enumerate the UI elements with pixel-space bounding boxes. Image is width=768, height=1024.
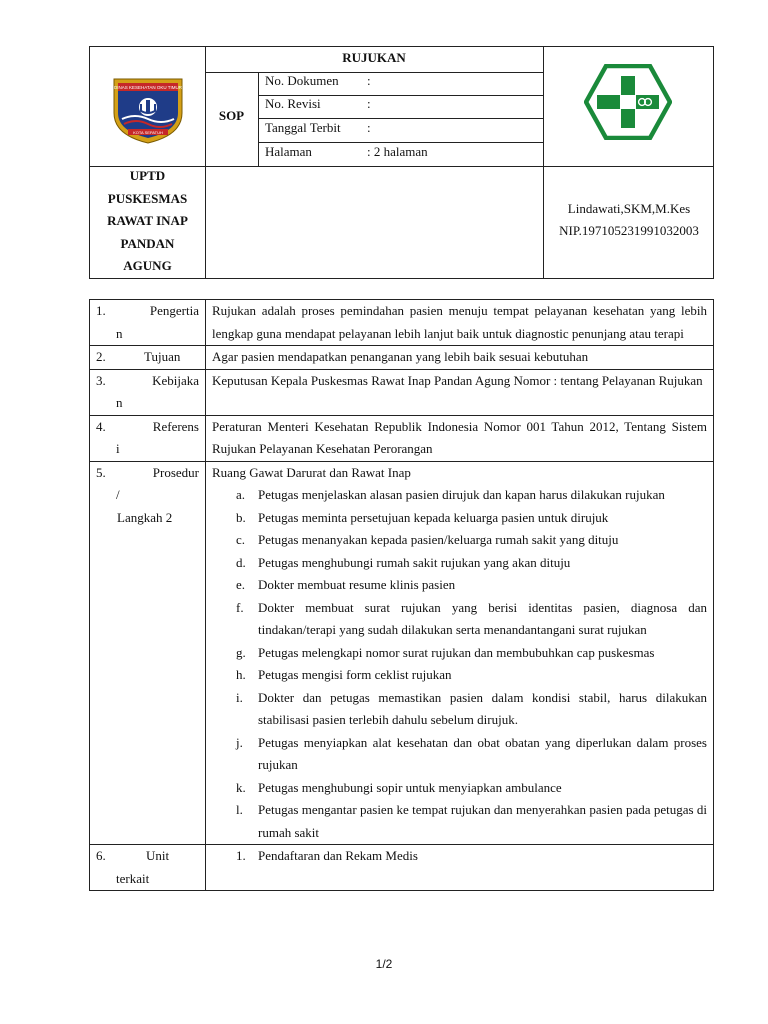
row-label: Pengertia bbox=[149, 303, 199, 318]
row-number: 3. bbox=[96, 372, 106, 388]
list-item: l. Petugas mengantar pasien ke tempat rujukan dan menyerahkan pasien pada petugas di rumah sakit bbox=[236, 802, 707, 840]
emblem-top-text: DINAS KESEHATAN OKU TIMUR bbox=[113, 85, 183, 90]
org-line-1: UPTD bbox=[129, 168, 166, 183]
row-unit-terkait bbox=[90, 845, 714, 891]
field-label-no-revisi: No. Revisi bbox=[265, 96, 321, 111]
list-item: f. Dokter membuat surat rujukan yang berisi identitas pasien, diagnosa dan tindakan/terapi yang sudah dilakukan serta menandantangani surat rujukan bbox=[236, 599, 707, 637]
field-value-halaman: : 2 halaman bbox=[367, 144, 428, 159]
prosedur-intro: Ruang Gawat Darurat dan Rawat Inap bbox=[212, 464, 411, 480]
row-label: Tujuan bbox=[144, 349, 181, 364]
regency-emblem-logo bbox=[110, 73, 186, 145]
unit-list bbox=[212, 845, 707, 868]
org-line-2: PUSKESMAS bbox=[107, 190, 188, 206]
field-label-no-dokumen: No. Dokumen bbox=[265, 73, 339, 88]
pengertian-content: Rujukan adalah proses pemindahan pasien menuju tempat pelayanan kesehatan yang lebih lengkap guna mendapat pelayanan lebih lanjut baik untuk diagnostic penunjang atau terapi bbox=[206, 300, 714, 346]
list-item: d. Petugas menghubungi rumah sakit rujukan yang akan dituju bbox=[236, 554, 571, 570]
list-item: h. Petugas mengisi form ceklist rujukan bbox=[236, 667, 452, 682]
referensi-content: Peraturan Menteri Kesehatan Republik Indonesia Nomor 001 Tahun 2012, Tentang Sistem Rujukan Pelayanan Kesehatan Perorangan bbox=[206, 415, 714, 461]
org-line-3: RAWAT INAP bbox=[107, 213, 188, 228]
field-label-tanggal-terbit: Tanggal Terbit bbox=[265, 120, 341, 135]
field-value-no-revisi: : bbox=[367, 96, 371, 111]
puskesmas-logo bbox=[584, 64, 672, 140]
field-value-tanggal-terbit: : bbox=[367, 120, 371, 135]
row-referensi bbox=[90, 415, 714, 461]
row-label: Kebijaka bbox=[152, 372, 199, 388]
row-tujuan bbox=[90, 346, 714, 370]
list-item: g. Petugas melengkapi nomor surat rujukan dan membubuhkan cap puskesmas bbox=[236, 644, 655, 660]
row-label: Unit bbox=[146, 848, 170, 863]
row-number: 1. bbox=[96, 303, 106, 318]
list-item: k. Petugas menghubungi sopir untuk menyiapkan ambulance bbox=[236, 779, 562, 795]
signer-block bbox=[544, 198, 714, 242]
org-line-5: AGUNG bbox=[123, 258, 172, 273]
row-label-cont: terkait bbox=[116, 870, 150, 886]
list-item: j. Petugas menyiapkan alat kesehatan dan obat obatan yang diperlukan dalam proses rujukan bbox=[236, 734, 707, 772]
row-label: Prosedur bbox=[152, 464, 199, 480]
list-item: e. Dokter membuat resume klinis pasien bbox=[236, 577, 456, 592]
sop-content-table bbox=[89, 299, 714, 891]
row-number: 2. bbox=[96, 349, 106, 364]
row-number: 5. bbox=[96, 464, 106, 480]
emblem-bottom-text: KOTA SEPATUH bbox=[133, 130, 163, 135]
list-item: a. Petugas menjelaskan alasan pasien dirujuk dan kapan harus dilakukan rujukan bbox=[236, 487, 665, 502]
row-label-cont: / bbox=[116, 487, 120, 502]
row-label-cont: n bbox=[116, 325, 123, 341]
sop-label: SOP bbox=[218, 108, 245, 123]
list-item: i. Dokter dan petugas memastikan pasien dalam kondisi stabil, harus dilakukan stabilisasi pasien terlebih dahulu sebelum dirujuk. bbox=[236, 689, 707, 727]
list-item: b. Petugas meminta persetujuan kepada keluarga pasien untuk dirujuk bbox=[236, 509, 609, 525]
kebijakan-content: Keputusan Kepala Puskesmas Rawat Inap Pandan Agung Nomor : tentang Pelayanan Rujukan bbox=[206, 369, 714, 415]
row-kebijakan bbox=[90, 369, 714, 415]
organization-name bbox=[90, 165, 205, 278]
list-item: 1. Pendaftaran dan Rekam Medis bbox=[236, 848, 418, 863]
list-item: c. Petugas menanyakan kepada pasien/keluarga rumah sakit yang dituju bbox=[236, 532, 619, 547]
signer-name: Lindawati,SKM,M.Kes bbox=[567, 201, 691, 216]
org-line-4: PANDAN bbox=[120, 235, 175, 251]
field-value-no-dokumen: : bbox=[367, 73, 371, 88]
row-prosedur bbox=[90, 461, 714, 845]
prosedur-steps bbox=[212, 484, 707, 844]
field-label-halaman: Halaman bbox=[265, 144, 312, 159]
tujuan-content: Agar pasien mendapatkan penanganan yang lebih baik sesuai kebutuhan bbox=[206, 346, 714, 370]
row-label-cont-2: Langkah 2 bbox=[117, 509, 173, 525]
row-pengertian bbox=[90, 300, 714, 346]
document-header bbox=[89, 46, 714, 279]
row-number: 6. bbox=[96, 848, 106, 863]
page-number: 1/2 bbox=[375, 957, 393, 971]
document-title: RUJUKAN bbox=[342, 50, 406, 65]
signer-nip: NIP.197105231991032003 bbox=[559, 223, 699, 238]
row-label-cont: i bbox=[116, 441, 120, 456]
row-label-cont: n bbox=[116, 395, 123, 410]
row-number: 4. bbox=[96, 418, 106, 434]
row-label: Referens bbox=[152, 418, 199, 434]
